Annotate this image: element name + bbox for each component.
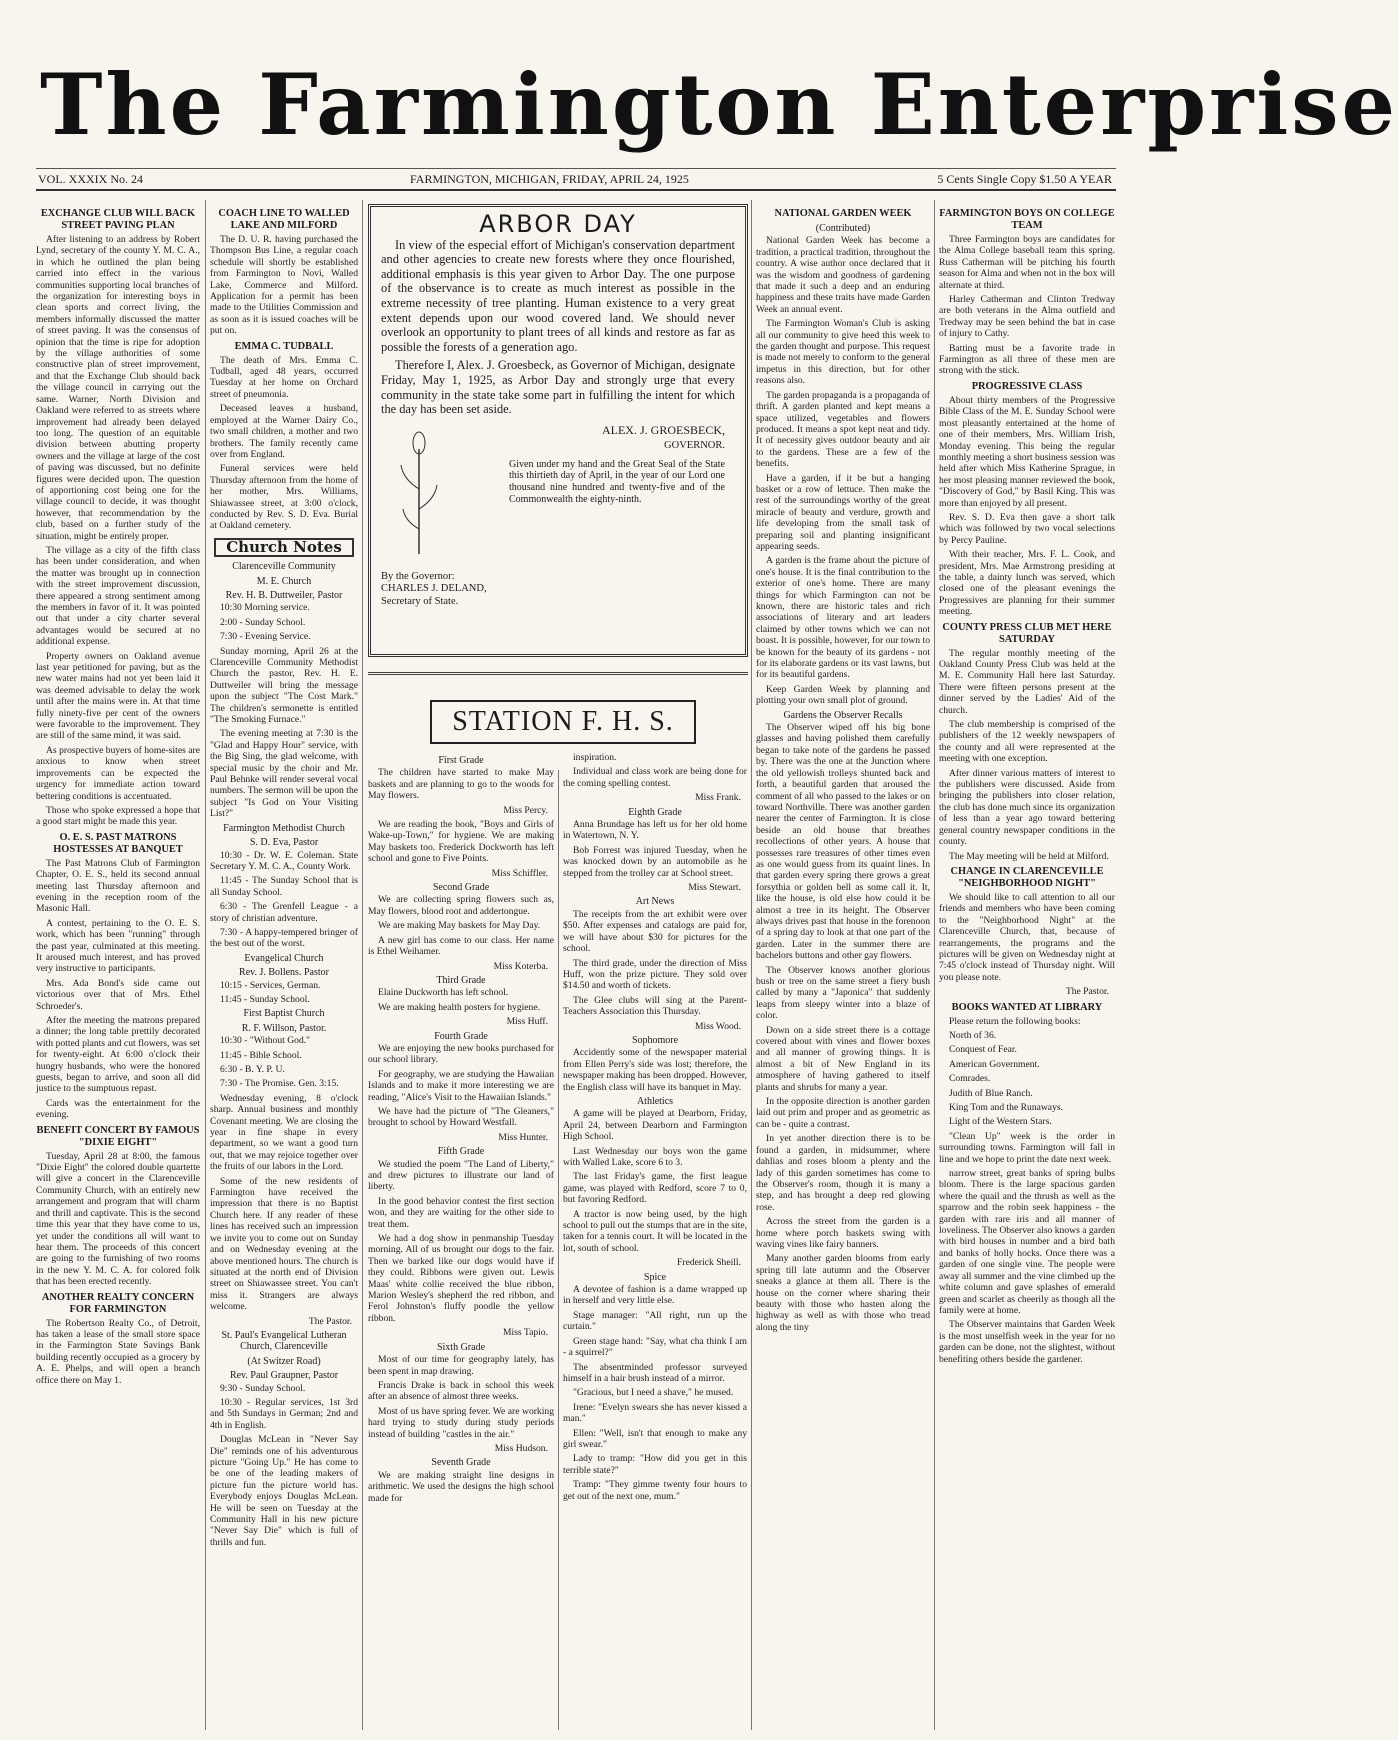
- article-paragraph: Keep Garden Week by planning and plotting your own small plot of ground.: [756, 683, 930, 707]
- author-signature: Frederick Sheill.: [677, 1257, 741, 1269]
- service-line: 6:30 - The Grenfell League - a story of christian adventure.: [210, 901, 358, 924]
- grade-heading: Seventh Grade: [431, 1457, 491, 1469]
- article-paragraph: We are making straight line designs in arithmetic. We used the designs the high school made for: [368, 1469, 554, 1504]
- article-paragraph: With their teacher, Mrs. F. L. Cook, and president, Mrs. Mae Armstrong presiding at the table, a dainty lunch was served, which closed one of the pleasant evenings the Progressives are planning for their summer meeting.: [939, 549, 1115, 618]
- book-title: Conquest of Fear.: [949, 1044, 1017, 1056]
- article-paragraph: Have a garden, if it be but a hanging basket or a row of lettuce. Then make the rest of the surroundings worthy of the great miracle of beauty and verdure, growth and life developing from the small task of preparing soil and planting insignificant appearing seeds.: [756, 472, 930, 552]
- article-paragraph: The Past Matrons Club of Farmington Chapter, O. E. S., held its second annual meeting last Thursday afternoon and evening in the reception room of the Masonic Hall.: [36, 857, 200, 915]
- article-paragraph: After the meeting the matrons prepared a dinner; the long table prettily decorated with potted plants and cut flowers, was set for twenty-eight. At 6:00 o'clock their hungry husbands, who were the honored guests, began to arrive, and soon all did justice to the sumptuous repast.: [36, 1015, 200, 1095]
- article-paragraph: Anna Brundage has left us for her old home in Watertown, N. Y.: [563, 819, 747, 842]
- dateline-bar: [36, 168, 1116, 191]
- article-paragraph: Ellen: "Well, isn't that enough to make any girl swear.": [563, 1427, 747, 1450]
- article-paragraph: Across the street from the garden is a home where porch baskets swing with waving vines like fairy banners.: [756, 1216, 930, 1250]
- church-pastor: R. F. Willson, Pastor.: [241, 1022, 327, 1034]
- service-line: 11:45 - Sunday School.: [220, 993, 310, 1005]
- teacher-signature: Miss Schiffler.: [491, 867, 548, 879]
- book-title: King Tom and the Runaways.: [949, 1102, 1063, 1113]
- article-paragraph: We had a dog show in penmanship Tuesday morning. All of us brought our dogs to the fair. Then we barked like our dogs would have if they could. Ribbons were given out. Lewis Maas' white collie received the blue ribbon, Marion Wesley's shepherd the red ribbon, and Ferol Johnston's fluffy poodle the yellow ribbon.: [368, 1233, 554, 1324]
- teacher-signature: Miss Percy.: [503, 804, 548, 816]
- column-2: [210, 204, 358, 1729]
- article-paragraph: Wednesday evening, 8 o'clock sharp. Annual business and monthly Covenant meeting. We are closing the year in fine shape in every department, so we want a good turn out, that we may rejoice together over the fruits of our labors in the Lord.: [210, 1092, 358, 1173]
- church-name: M. E. Church: [256, 575, 312, 587]
- service-line: 10:30 - "Without God.": [220, 1035, 311, 1047]
- headline-clarenceville-change: CHANGE IN CLARENCEVILLE "NEIGHBORHOOD NIGHT": [950, 865, 1104, 889]
- article-paragraph: The evening meeting at 7:30 is the "Glad and Happy Hour" service, with the Big Sing, the glad welcome, with special music by the choir and Mr. Paul Behnke will render several vocal numbers. The sermon will be upon the subject "Is God on Your Visiting List?": [210, 728, 358, 820]
- article-paragraph: The regular monthly meeting of the Oakland County Press Club was held at the M. E. Community Hall here last Saturday. There were fifteen persons present at the dinner served by the Ladies' Aid of the church.: [939, 647, 1115, 716]
- article-paragraph: Please return the following books:: [949, 1015, 1081, 1027]
- article-paragraph: A game will be played at Dearborn, Friday, April 24, between Dearborn and Farmington High School.: [563, 1108, 747, 1143]
- church-pastor: Rev. Paul Graupner, Pastor: [229, 1370, 339, 1382]
- arbor-day-proclamation: [368, 204, 748, 657]
- headline-obituary: EMMA C. TUDBALL: [234, 340, 334, 352]
- place-and-date: FARMINGTON, MICHIGAN, FRIDAY, APRIL 24, 1925: [410, 172, 689, 186]
- article-paragraph: Batting must be a favorite trade in Farmington as all three of these men are strong with the stick.: [939, 342, 1115, 377]
- article-paragraph: Sunday morning, April 26 at the Clarenceville Community Methodist Church the pastor, Rev. H. E. Duttweiler will bring the message upon the subject "The Cost Mark." The children's sermonette is entitled "The Smoking Furnace.": [210, 645, 358, 726]
- column-1: [36, 204, 200, 1729]
- section-heading: Art News: [635, 896, 675, 908]
- station-column-left: [368, 752, 554, 1727]
- column-5: [756, 204, 930, 1729]
- article-paragraph: After dinner various matters of interest to the publishers were discussed. Aside from bringing the publishers into closer relation, the club has done much since its organization of less than a year ago toward bettering general country newspaper conditions in the county.: [939, 767, 1115, 848]
- grade-heading: First Grade: [438, 755, 484, 766]
- price: 5 Cents Single Copy $1.50 A YEAR: [937, 172, 1112, 186]
- teacher-signature: Miss Frank.: [695, 792, 741, 804]
- article-paragraph: The village as a city of the fifth class has been under consideration, and when the matter was brought up in connection with the street improvement discussion, there appeared a strong sentiment among the members in favor of it. It was pointed out that under a city charter several advantages would be secured at no additional expense.: [36, 544, 200, 648]
- teacher-signature: Miss Wood.: [695, 1020, 741, 1032]
- headline-coach-line: COACH LINE TO WALLED LAKE AND MILFORD: [218, 208, 350, 231]
- article-paragraph: A new girl has come to our class. Her name is Ethel Weihamer.: [368, 934, 554, 958]
- signature: The Pastor.: [308, 1315, 352, 1327]
- church-name: Evangelical Church: [244, 952, 324, 964]
- article-paragraph: Green stage hand: "Say, what cha think I am - a squirrel?": [563, 1335, 747, 1359]
- article-paragraph: Most of our time for geography lately, has been spent in map drawing.: [368, 1354, 554, 1377]
- column-rule: [558, 770, 559, 1730]
- article-paragraph: Stage manager: "All right, run up the curtain.": [563, 1309, 747, 1333]
- by-governor: By the Governor:: [381, 570, 455, 582]
- article-paragraph: "Clean Up" week is the order in surrounding towns. Farmington will fall in line and we hope to print the date next week.: [939, 1130, 1115, 1165]
- article-paragraph: Down on a side street there is a cottage covered about with vines and flower boxes and all manner of growing things. It is almost a bit of New England in its atmosphere of having gathered to itself plants and shrubs for many a year.: [756, 1024, 930, 1093]
- article-paragraph: The death of Mrs. Emma C. Tudball, aged 48 years, occurred Tuesday at her home on Orchard street of pneumonia.: [210, 354, 358, 400]
- article-paragraph: We have had the picture of "The Gleaners," brought to school by Howard Westfall.: [368, 1105, 554, 1129]
- grade-heading: Second Grade: [432, 882, 490, 894]
- article-paragraph: Elaine Duckworth has left school.: [378, 987, 509, 999]
- secretary-block: [381, 571, 735, 609]
- article-paragraph: Rev. S. D. Eva then gave a short talk which was followed by two vocal selections by Percy Pauline.: [939, 511, 1115, 546]
- service-line: 6:30 - B. Y. P. U.: [220, 1064, 285, 1075]
- article-paragraph: Last Wednesday our boys won the game with Walled Lake, score 6 to 3.: [563, 1145, 747, 1168]
- headline-subtitle: (Contributed): [815, 223, 871, 234]
- teacher-signature: Miss Stewart.: [688, 882, 741, 894]
- column-rule: [934, 200, 935, 1730]
- article-paragraph: Bob Forrest was injured Tuesday, when he was knocked down by an automobile as he stepped from the trolley car at School street.: [563, 844, 747, 879]
- article-paragraph: The third grade, under the direction of Miss Huff, won the prize picture. They sold over $14.50 and worth of tickets.: [563, 957, 747, 992]
- article-paragraph: The absentminded professor surveyed himself in a hair brush instead of a mirror.: [563, 1361, 747, 1384]
- subheading-observer: Gardens the Observer Recalls: [783, 709, 903, 721]
- book-title: Comrades.: [949, 1073, 991, 1085]
- article-paragraph: Mrs. Ada Bond's side came out victorious over that of Mrs. Ethel Schroeder's.: [36, 977, 200, 1012]
- service-line: 7:30 - A happy-tempered bringer of the best out of the worst.: [210, 926, 358, 950]
- article-paragraph: Most of us have spring fever. We are working hard trying to study during study periods instead of building "castles in the air.": [368, 1405, 554, 1440]
- article-paragraph: The Glee clubs will sing at the Parent-Teachers Association this Thursday.: [563, 994, 747, 1018]
- book-title: American Government.: [949, 1058, 1040, 1070]
- article-paragraph: Funeral services were held Thursday afternoon from the home of her mother, Mrs. Williams, Shiawassee street, at 3:00 o'clock, conducted by Rev. S. D. Eva. Burial at Oakland cemetery.: [210, 463, 358, 532]
- proclamation-footer: [381, 421, 735, 571]
- headline-college-team: FARMINGTON BOYS ON COLLEGE TEAM: [939, 208, 1115, 231]
- service-line: 10:15 - Services, German.: [220, 979, 321, 991]
- masthead-title: The Farmington Enterprise: [40, 55, 1398, 154]
- teacher-signature: Miss Koterba.: [493, 960, 548, 972]
- article-paragraph: The Farmington Woman's Club is asking all our community to give heed this week to the garden thought and purpose. This request is made not merely to conform to the general impetus in this direction, but for other reasons also.: [756, 318, 930, 387]
- secretary-name: CHARLES J. DELAND,: [381, 583, 487, 595]
- secretary-title: Secretary of State.: [381, 595, 459, 607]
- service-line: 10:30 Morning service.: [220, 602, 310, 614]
- station-fhs-title: STATION F. H. S.: [430, 700, 696, 744]
- church-pastor: S. D. Eva, Pastor: [249, 837, 319, 849]
- article-paragraph: The last Friday's game, the first league game, was played with Redford, score 7 to 0, but favoring Redford.: [563, 1171, 747, 1206]
- article-paragraph: Individual and class work are being done for the coming spelling contest.: [563, 766, 747, 789]
- article-paragraph: We should like to call attention to all our friends and members who have been coming to the "Neighborhood Night" at the Clarenceville Church, that, because of rearrangements, the programs and the pictures will be given on Wednesday night at 7:45 o'clock instead of Thursday night. Will you please note.: [939, 891, 1115, 983]
- grade-heading: Sixth Grade: [436, 1341, 486, 1353]
- service-line: 11:45 - Bible School.: [220, 1049, 302, 1061]
- headline-garden-week: NATIONAL GARDEN WEEK: [774, 208, 912, 219]
- article-paragraph: A contest, pertaining to the O. E. S. work, which has been "running" through the past year, culminated at this meeting. It aroused much interest, and has proved very instructive to participants.: [36, 917, 200, 975]
- section-divider: [368, 672, 748, 675]
- article-paragraph: We are enjoying the new books purchased for our school library.: [368, 1042, 554, 1066]
- book-title: North of 36.: [949, 1029, 997, 1041]
- proclamation-paragraph: In view of the especial effort of Michigan's conservation department and other agencies to create new forests where they once flourished, additional emphasis is this year given to Arbor Day. The one purpose of the observance is to create as much interest as possible in the extreme necessity of tree planting. Human existence to a very great extent depends upon our wood covered land. We should never overlook an opportunity to plant trees of all kinds and restore as far as possible the forests of a generation ago.: [381, 237, 735, 354]
- article-paragraph: We are collecting spring flowers such as, May flowers, blood root and addertongue.: [368, 894, 554, 917]
- book-title: Light of the Western Stars.: [949, 1116, 1052, 1128]
- article-paragraph: Accidently some of the newspaper material from Ellen Perry's side was lost; therefore, the newspaper making has been dropped. However, the English class will have its banquet in May.: [563, 1047, 747, 1093]
- arbor-day-title: ARBOR DAY: [479, 210, 637, 238]
- article-paragraph: The D. U. R. having purchased the Thompson Bus Line, a regular coach schedule will shortly be established from Farmington to Novi, Walled Lake, Commerce and Milford. Application for a permit has been made to the Utilities Commission and as soon as it is issued coaches will be put on.: [210, 234, 358, 337]
- service-line: 10:30 - Regular services, 1st 3rd and 5th Sundays in German; 2nd and 4th in English.: [210, 1396, 358, 1431]
- seal-text: Given under my hand and the Great Seal of the State this thirtieth day of April, in the year of our Lord one thousand nine hundred and twenty-five and of the Commonwealth the eighty-ninth.: [509, 458, 725, 505]
- article-paragraph: We are making May baskets for May Day.: [378, 920, 541, 932]
- headline-exchange-club: EXCHANGE CLUB WILL BACK STREET PAVING PLAN: [40, 208, 196, 231]
- article-paragraph: Some of the new residents of Farmington have received the impression that there is no Baptist Church here. If any reader of these lines has received such an impression we invite you to come out on Sunday and on Wednesday evening at the above mentioned hours. The church is situated at the north end of Division street on Shiawassee street. You can't miss it. Strangers are always welcome.: [210, 1175, 358, 1313]
- article-paragraph: About thirty members of the Progressive Bible Class of the M. E. Sunday School were most pleasantly entertained at the home of one of their members, Mrs. William Irish, Monday evening. This being the regular monthly meeting a short business session was held after which Miss Katherine Sprague, in her most pleasing manner reviewed the book, "Discovery of God," by Basil King. This was more than enjoyed by all present.: [939, 394, 1115, 509]
- proclamation-paragraph: Therefore I, Alex. J. Groesbeck, as Governor of Michigan, designate Friday, May 1, 1925, as Arbor Day and strongly urge that every community in the state take some part in fulfilling the intent for which the day has been set aside.: [381, 358, 735, 417]
- article-paragraph: The children have started to make May baskets and are planning to go to the woods for May flowers.: [368, 767, 554, 802]
- service-line: 9:30 - Sunday School.: [220, 1382, 306, 1394]
- article-paragraph: National Garden Week has become a tradition, a practical tradition, throughout the country. A wise author once declared that it was the wisdom and goodness of gardening that made it such a deep and an enduring happiness and these traits have made Garden Week an annual event.: [756, 235, 930, 315]
- church-pastor: Rev. H. B. Duttweiler, Pastor: [225, 589, 343, 601]
- grade-heading: Eighth Grade: [628, 806, 682, 818]
- article-paragraph: narrow street, great banks of spring bulbs bloom. There is the large spacious garden where the quail and the thrush as well as the sparrow and the robin seek happiness - the garden with rare iris and all manner of loveliness. The Observer also knows a garden with bird houses in number and a bird bath and banks of holly hocks. Once there was a garden of one single vine. The people were away all summer and the vine climbed up the white column and gave splashes of emerald green and scarlet as cheerily as though all the family were at home.: [939, 1168, 1115, 1316]
- article-paragraph: In the opposite direction is another garden laid out prim and proper and as geometric as can be - quite a contrast.: [756, 1096, 930, 1130]
- teacher-signature: Miss Hunter.: [498, 1131, 548, 1143]
- governor-name: ALEX. J. GROESBECK,: [601, 422, 725, 437]
- article-paragraph: A garden is the frame about the picture of one's house. It is the final contribution to the exterior of one's home. There are many things for which Farmington can not be known, there are historic tales and rich associations of literary and art leaders claimed by other towns which we can not boast. It is possible, however, for our town to be known for the beauty of its gardens - not for its elaborate gardens or its vast lawns, but for its beautiful gardens.: [756, 555, 930, 681]
- column-rule: [751, 200, 752, 1730]
- teacher-signature: Miss Huff.: [506, 1016, 548, 1028]
- grade-heading: Fourth Grade: [434, 1030, 488, 1042]
- article-paragraph: After listening to an address by Robert Lynd, secretary of the county Y. M. C. A., in which he outlined the plan being carried into effect in the various communities supporting local branches of the organization for interesting boys in clean sports and correct living, the members informally discussed the matter of street paving. It was the consensus of opinion that the time is ripe for adoption by the village authorities of some constructive plan of street improvement, and that the Exchange Club should back the village council in carrying out the same. Warner, North Division and Oakland were referred to as streets where improvement had already been delayed too long. The question of an equitable division between abutting property owners and the village at large of the cost of paving was discussed, but no definite figures were decided upon. The question of apportioning cost being one for the village council to decide, it was thought however, that recommendation by the club, based on a further study of the situation, might be entirely proper.: [36, 234, 200, 542]
- article-paragraph: For geography, we are studying the Hawaiian Islands and to make it more interesting we are reading, "Alice's Visit to the Hawaiian Islands.": [368, 1068, 554, 1103]
- article-paragraph: A devotee of fashion is a dame wrapped up in herself and very little else.: [563, 1284, 747, 1307]
- church-name: Clarenceville Community: [232, 561, 336, 573]
- article-paragraph: Harley Catherman and Clinton Tredway are both veterans in the Alma outfield and Tredway may be seen behind the bat in case of injury to Cathy.: [939, 294, 1115, 340]
- article-paragraph: The Observer wiped off his big bone glasses and having polished them carefully began to take note of the gardens he passed by. There was the one at the Junction where the old yellowish trolleys shunted back and forth, a beautiful garden that aroused the comment of all who passed to the lakes or on toward Northville. There was another garden nearer the center of Farmington. It is close beside an old house that breathes recollections of other years. A house that possesses rare treasures of other times even as one would guess from its quaint lines. In that garden every spring there grows a great forsythia or golden bell as some call it. It, like the house, is old else how could it be almost a tree in its height. The Observer always drives past that house in the forenoon of a spring day to look at that one part of the garden. Later in the summer there are bachelors buttons and other gay flowers.: [756, 722, 930, 962]
- article-paragraph: We studied the poem "The Land of Liberty," and drew pictures to illustrate our land of liberty.: [368, 1158, 554, 1193]
- article-paragraph: The May meeting will be held at Milford.: [949, 850, 1109, 862]
- article-paragraph: Francis Drake is back in school this week after an absence of almost three weeks.: [368, 1379, 554, 1403]
- article-paragraph: The Observer knows another glorious bush or tree on the same street a fiery bush called by many a "Japonica" that suddenly leaps from sleepy winter into a blaze of color.: [756, 964, 930, 1022]
- article-paragraph: Deceased leaves a husband, employed at the Warner Dairy Co., two small children, a mother and two brothers. The family recently came over from England.: [210, 403, 358, 460]
- section-heading: Sophomore: [631, 1034, 679, 1046]
- service-line: 2:00 - Sunday School.: [220, 616, 306, 628]
- service-line: 11:45 - The Sunday School that is all Sunday School.: [210, 875, 358, 898]
- article-paragraph: Property owners on Oakland avenue last year petitioned for paving, but as the new water mains had not yet been laid it was deemed advisable to delay the work until after the mains were in. At that time fully ninety-five per cent of the owners were favorable to the improvement. They are still of the same mind, it was said.: [36, 650, 200, 742]
- article-paragraph: Cards was the entertainment for the evening.: [36, 1097, 200, 1121]
- column-rule: [205, 200, 206, 1730]
- article-paragraph: The receipts from the art exhibit were over $50. After expenses and catalogs are paid for, we will have about $30 for pictures for the school.: [563, 908, 747, 955]
- headline-press-club: COUNTY PRESS CLUB MET HERE SATURDAY: [942, 621, 1112, 645]
- church-name: (At Switzer Road): [247, 1355, 321, 1367]
- station-column-right: [563, 752, 747, 1727]
- volume-number: VOL. XXXIX No. 24: [38, 172, 143, 186]
- article-paragraph: Irene: "Evelyn swears she has never kissed a man.": [563, 1401, 747, 1425]
- article-paragraph: Many another garden blooms from early spring till late autumn and the Observer sneaks a glance at them all. There is the house on the corner where sharing their beauty with those who hasten along the highway as well as with those who tread along the tiny: [756, 1253, 930, 1333]
- headline-books-wanted: BOOKS WANTED AT LIBRARY: [951, 1001, 1103, 1013]
- grade-heading: Third Grade: [436, 974, 486, 986]
- governor-title: GOVERNOR.: [664, 439, 725, 451]
- article-paragraph: The club membership is comprised of the publishers of the 12 weekly newspapers of the county and all were represented at the meeting with one exception.: [939, 719, 1115, 765]
- teacher-signature: Miss Tapio.: [503, 1327, 548, 1339]
- church-name: First Baptist Church: [243, 1008, 325, 1020]
- article-paragraph: inspiration.: [573, 752, 617, 763]
- section-heading: Athletics: [636, 1095, 674, 1107]
- article-paragraph: The Robertson Realty Co., of Detroit, has taken a lease of the small store space in the Farmington State Savings Bank building recently occupied as a grocery by A. E. Phelps, and will open a branch office there on May 1.: [36, 1317, 200, 1386]
- headline-oes-past-matrons: O. E. S. PAST MATRONS HOSTESSES AT BANQUET: [53, 831, 183, 855]
- flower-illustration-icon: [389, 429, 449, 559]
- church-name: St. Paul's Evangelical Lutheran Church, Clarenceville: [221, 1329, 347, 1353]
- signature: The Pastor.: [1065, 986, 1109, 998]
- article-paragraph: Tuesday, April 28 at 8:00, the famous "Dixie Eight" the colored double quartette will give a concert in the Clarenceville Community Church, with an entirely new arrangement and program that will charm and thrill and captivate. This is the second time this year that they have come to us, yet under the conditions all will want to hear them. The proceeds of this concert are going to the furnishing of two rooms in the new Y. M. C. A. for colored folk that has been erected recently.: [36, 1150, 200, 1288]
- church-notes-header: Church Notes: [214, 538, 354, 557]
- article-paragraph: Douglas McLean in "Never Say Die" reminds one of his adventurous picture "Going Up." He has come to be one of the leading makers of picture fun the picture world has. Everybody enjoys Douglas McLean. He will be seen on Tuesday at the Community Hall in his new picture "Never Say Die" which is full of thrills and fun.: [210, 1434, 358, 1548]
- headline-benefit-concert: BENEFIT CONCERT BY FAMOUS "DIXIE EIGHT": [36, 1124, 200, 1148]
- article-paragraph: In yet another direction there is to be found a garden, in midsummer, where dahlias and roses bloom a plenty and the lady of this garden sometimes has come to the Observer's room, though it is many a step, and has brought a deep red glowing rose.: [756, 1133, 930, 1213]
- headline-realty-concern: ANOTHER REALTY CONCERN FOR FARMINGTON: [41, 1291, 195, 1315]
- teacher-signature: Miss Hudson.: [494, 1442, 548, 1454]
- article-paragraph: We are reading the book, "Boys and Girls of Wake-up-Town," for hygiene. We are making May baskets too. Frederick Dockworth has left school and gone to Five Points.: [368, 819, 554, 865]
- article-paragraph: A tractor is now being used, by the high school to pull out the stumps that are in the site, taken for a tennis court. It will be located in the lot, south of school.: [563, 1208, 747, 1254]
- column-rule: [362, 200, 363, 1730]
- church-name: Farmington Methodist Church: [223, 822, 345, 834]
- article-paragraph: The Observer maintains that Garden Week is the most unselfish week in the year for no garden can be done, not the slightest, without benefiting others beside the gardener.: [939, 1319, 1115, 1365]
- headline-progressive-class: PROGRESSIVE CLASS: [971, 380, 1083, 392]
- article-paragraph: Tramp: "They gimme twenty four hours to get out of the next one, mum.": [563, 1479, 747, 1502]
- article-paragraph: Those who spoke expressed a hope that a good start might be made this year.: [36, 804, 200, 828]
- article-paragraph: In the good behavior contest the first section won, and they are waiting for the other side to treat them.: [368, 1195, 554, 1230]
- article-paragraph: We are making health posters for hygiene.: [378, 1001, 540, 1013]
- service-line: 7:30 - Evening Service.: [220, 631, 311, 643]
- church-pastor: Rev. J. Bollens. Pastor: [239, 967, 329, 979]
- section-heading: Spice: [643, 1271, 667, 1283]
- article-paragraph: Lady to tramp: "How did you get in this terrible state?": [563, 1453, 747, 1476]
- book-title: Judith of Blue Ranch.: [949, 1087, 1033, 1099]
- column-6: [939, 204, 1115, 1729]
- article-paragraph: The garden propaganda is a propaganda of thrift. A garden planted and kept means a space utilized, vegetables and flowers produced. It means a spot kept neat and tidy. It of necessity gives outdoor beauty and air to the gardens. These are a few of the benefits.: [756, 389, 930, 470]
- article-paragraph: As prospective buyers of home-sites are anxious to know when street improvements can be expected the urgency for immediate action toward bettering conditions is accentuated.: [36, 744, 200, 802]
- service-line: 10:30 - Dr. W. E. Coleman. State Secretary Y. M. C. A., County Work.: [210, 849, 358, 872]
- article-paragraph: "Gracious, but I need a shave," he mused.: [573, 1387, 734, 1399]
- article-paragraph: Three Farmington boys are candidates for the Alma College baseball team this spring. Russ Catherman will be pitching his fourth season for Alma and when not in the box will alternate at third.: [939, 234, 1115, 291]
- grade-heading: Fifth Grade: [437, 1146, 485, 1158]
- service-line: 7:30 - The Promise. Gen. 3:15.: [220, 1078, 339, 1090]
